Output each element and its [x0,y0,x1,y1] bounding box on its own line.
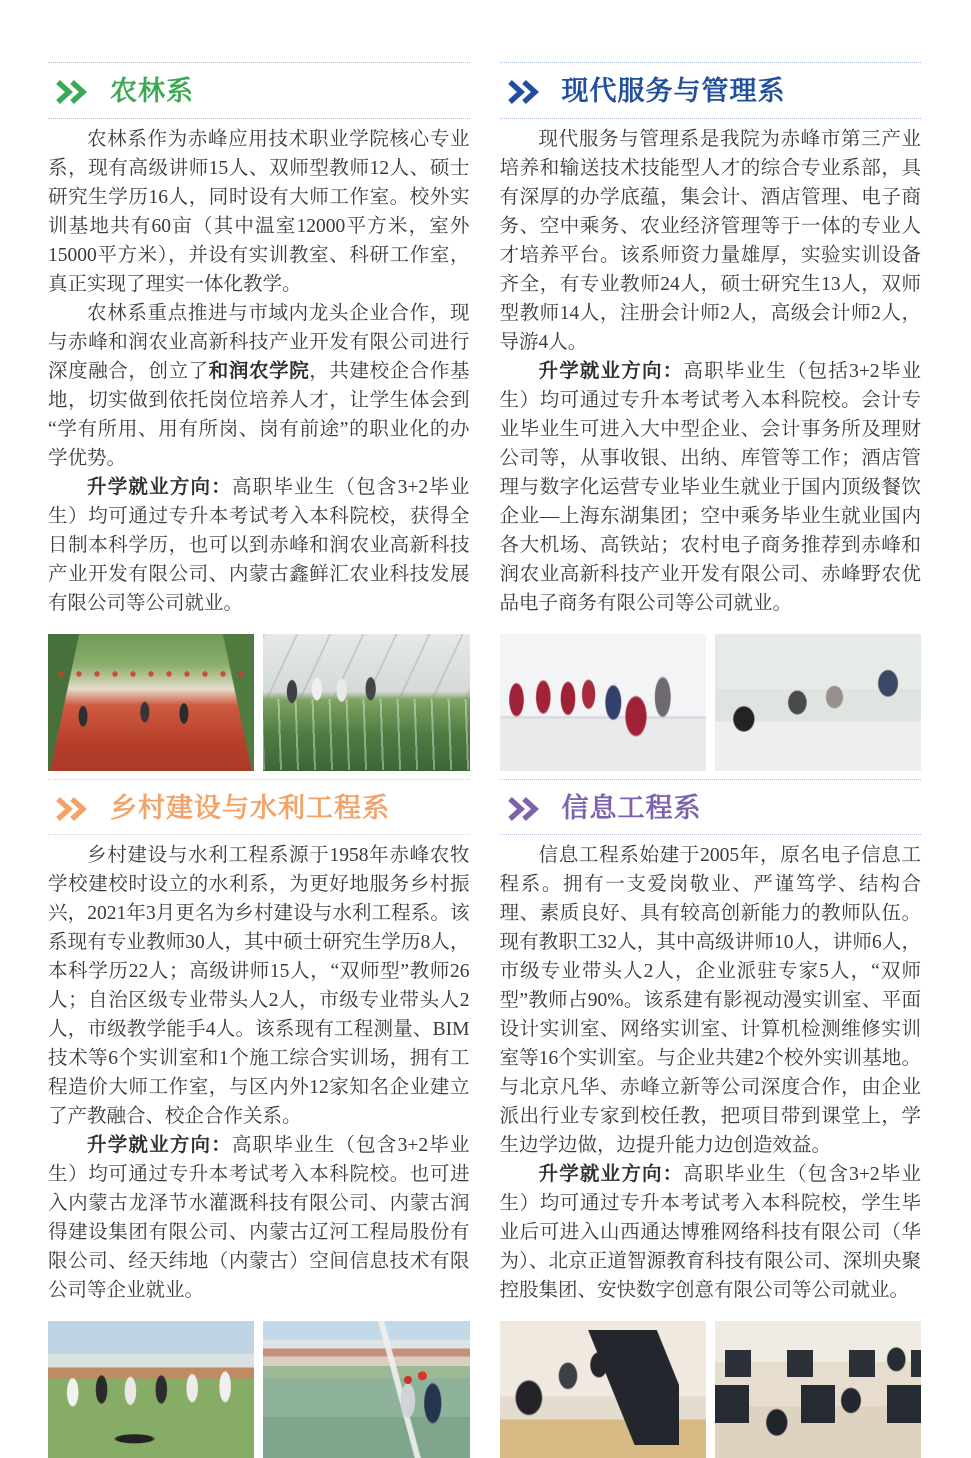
left-column [48,62,470,1458]
paragraph-text: 现代服务与管理系是我院为赤峰市第三产业培养和输送技术技能型人才的综合专业系部，具有深厚的办学底蕴，集会计、酒店管理、电子商务、空中乘务、农业经济管理等于一体的专业人才培养平台。该系师资力量雄厚，实验实训设备齐全，有专业教师24人，硕士研究生13人，双师型教师14人，注册会计师2人，高级会计师2人，导游4人。 [499,128,921,353]
photo-row [500,634,922,771]
section-body [48,125,470,618]
photo-greenhouse-visit [48,634,254,771]
paragraph-text: 高职毕业生（包括3+2毕业生）均可通过专升本考试考入本科院校。会计专业毕业生可进入大中型企业、会计事务所及理财公司等，从事收银、出纳、库管等工作；酒店管理与数字化运营专业毕业生就业于国内顶级餐饮企业—上海东湖集团；空中乘务毕业生就业国内各大机场、高铁站；农村电子商务推荐到赤峰和润农业高新科技产业开发有限公司、赤峰野农优品电子商务有限公司等公司就业。 [499,360,921,614]
photo-row [500,1321,922,1458]
photo-accounting-classroom [715,634,921,771]
paragraph-text: 高职毕业生（包含3+2毕业生）均可通过专升本考试考入本科院校，学生毕业后可进入山西通达博雅网络科技有限公司（华为）、北京正道智源教育科技有限公司、深圳央聚控股集团、安快数字创意有限公司等公司就业。 [499,1164,921,1302]
photo-cabin-crew-training [500,634,706,771]
double-chevron-right-icon [54,79,90,105]
section-header [48,779,470,836]
section-title: 现代服务与管理系 [561,76,786,106]
career-paragraph [48,473,470,618]
double-chevron-right-icon [506,796,542,822]
intro-paragraph [48,125,470,299]
paragraph-text: 农林系重点推进与市域内龙头企业合作，现与赤峰和润农业高新科技产业开发有限公司进行深度融合，创立了 [48,302,470,382]
intro-paragraph [500,125,922,357]
paragraph-text: 乡村建设与水利工程系源于1958年赤峰农牧学校建校时设立的水利系，为更好地服务乡村振兴，2021年3月更名为乡村建设与水利工程系。该系现有专业教师30人，其中硕士研究生学历8人，本科学历22人；高级讲师15人，“双师型”教师26人；自治区级专业带头人2人，市级专业带头人2人，市级教学能手4人。该系现有工程测量、BIM技术等6个实训室和1个施工综合实训场，拥有工程造价大师工作室，与区内外12家知名企业建立了产教融合、校企合作关系。 [48,845,470,1128]
section-title: 信息工程系 [561,792,702,823]
photo-drone-training [48,1321,254,1458]
photo-design-studio [500,1321,706,1458]
career-label: 升学就业方向： [538,359,684,382]
section-body [48,841,470,1305]
career-label: 升学就业方向： [87,475,232,498]
double-chevron-right-icon [506,79,542,105]
intro-paragraph [48,841,470,1131]
photo-seedling-greenhouse [263,634,469,771]
photo-survey-training [263,1321,469,1458]
paragraph-text: 高职毕业生（包含3+2毕业生）均可通过专升本考试考入本科院校，获得全日制本科学历，也可以到赤峰和润农业高新科技产业开发有限公司、内蒙古鑫鲜汇农业科技发展有限公司等公司就业。 [48,476,470,614]
paragraph-text: 农林系作为赤峰应用技术职业学院核心专业系，现有高级讲师15人、双师型教师12人、硕士研究生学历16人，同时设有大师工作室。校外实训基地共有60亩（其中温室12000平方米，室外15000平方米），并设有实训教室、科研工作室，真正实现了理实一体化教学。 [48,128,470,295]
career-paragraph [500,357,922,618]
highlight-text: 和润农学院 [208,359,310,382]
photo-row [48,1321,470,1458]
section-title: 乡村建设与水利工程系 [110,792,390,823]
career-label: 升学就业方向： [87,1134,232,1157]
section-agriculture-forestry [48,62,470,771]
career-paragraph [500,1160,922,1305]
section-title: 农林系 [110,76,194,106]
section-header [48,62,470,119]
career-paragraph [48,1131,470,1305]
paragraph-text: 信息工程系始建于2005年，原名电子信息工程系。拥有一支爱岗敬业、严谨笃学、结构合理、素质良好、具有较高创新能力的教师队伍。现有教职工32人，其中高级讲师10人，讲师6人，市级专业带头人2人，企业派驻专家5人，“双师型”教师占90%。该系建有影视动漫实训室、平面设计实训室、网络实训室、计算机检测维修实训室等16个实训室。与企业共建2个校外实训基地。与北京凡华、赤峰立新等公司深度合作，由企业派出行业专家到校任教，把项目带到课堂上，学生边学边做，边提升能力边创造效益。 [499,845,921,1157]
section-rural-water-engineering [48,779,470,1458]
section-header [500,62,922,119]
photo-computer-lab [715,1321,921,1458]
paragraph-text: ，共建校企合作基地，切实做到依托岗位培养人才，让学生体会到“学有所用、用有所岗、岗有前途”的职业化的办学优势。 [48,360,470,469]
photo-row [48,634,470,771]
right-column [500,62,922,1458]
intro-paragraph [500,841,922,1160]
section-modern-service-management [500,62,922,771]
cooperation-paragraph [48,299,470,473]
double-chevron-right-icon [54,796,90,822]
section-header [500,779,922,836]
section-information-engineering [500,779,922,1458]
career-label: 升学就业方向： [538,1163,684,1186]
section-body [500,125,922,618]
section-body [500,841,922,1305]
paragraph-text: 高职毕业生（包含3+2毕业生）均可通过专升本考试考入本科院校。也可进入内蒙古龙泽节水灌溉科技有限公司、内蒙古润得建设集团有限公司、内蒙古辽河工程局股份有限公司、经天纬地（内蒙古）空间信息技术有限公司等企业就业。 [48,1135,470,1302]
